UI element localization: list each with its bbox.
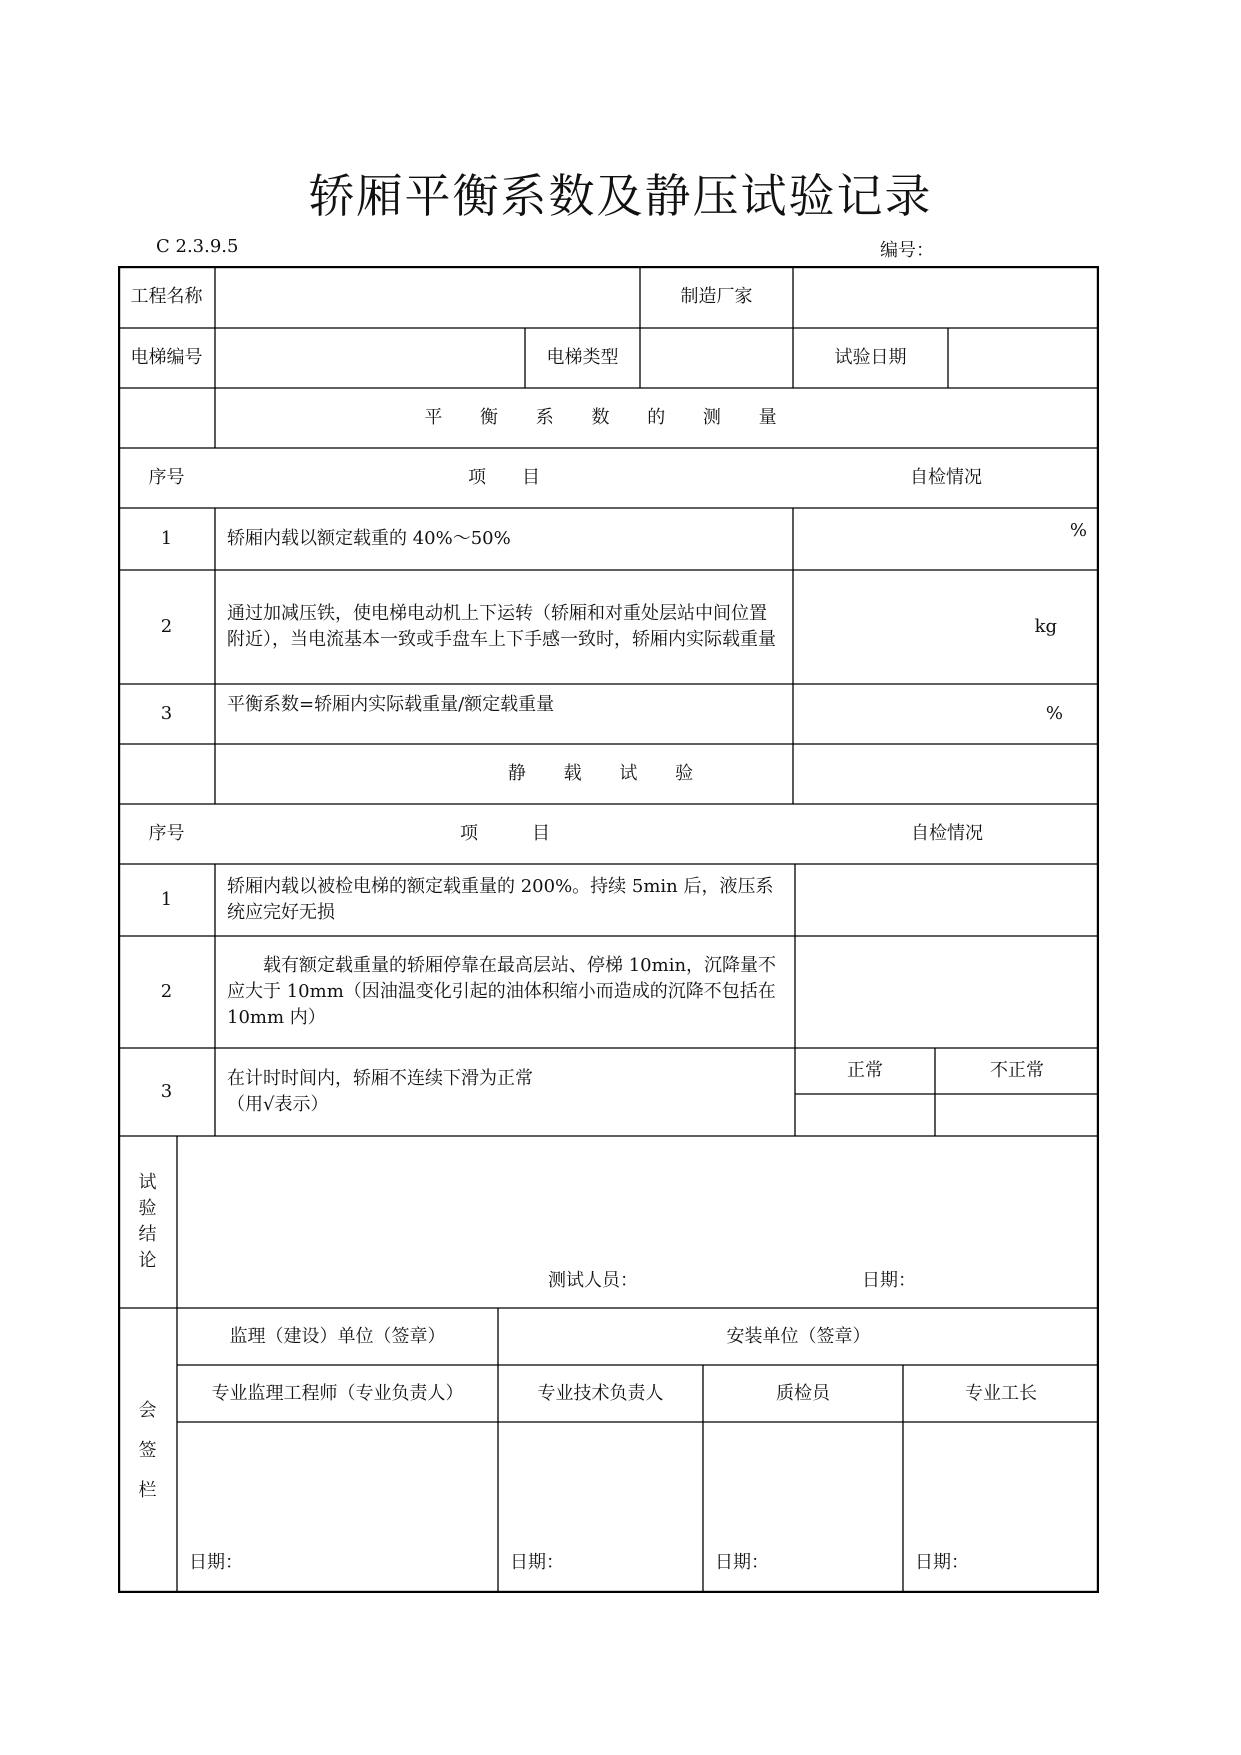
balance-row-text: 轿厢内载以额定载重的 40%～50% bbox=[227, 528, 511, 549]
signoff-label bbox=[118, 1308, 177, 1593]
static-row-check[interactable] bbox=[795, 864, 1099, 936]
signoff-label-char: 签 bbox=[138, 1439, 157, 1461]
signoff-date-label: 日期： bbox=[189, 1552, 243, 1573]
static-row-check[interactable] bbox=[795, 936, 1099, 1048]
test-date-field[interactable] bbox=[948, 328, 1099, 388]
normal-checkbox[interactable] bbox=[795, 1094, 935, 1136]
balance-col-check: 自检情况 bbox=[910, 467, 982, 488]
balance-col-seq: 序号 bbox=[148, 467, 185, 488]
balance-col-item: 项 目 bbox=[468, 467, 540, 488]
balance-row-seq: 2 bbox=[160, 616, 173, 637]
unit-label: % bbox=[1069, 520, 1087, 541]
elevator-type-field[interactable] bbox=[640, 328, 793, 388]
serial-number-label[interactable]: 编号： bbox=[880, 240, 934, 261]
record-table bbox=[118, 266, 1099, 1593]
supervisor-unit-label: 监理（建设）单位（签章） bbox=[229, 1325, 446, 1347]
form-code: C 2.3.9.5 bbox=[156, 236, 239, 257]
static-row-text: 轿厢内载以被检电梯的额定载重量的 200%。持续 5min 后，液压系统应完好无损 bbox=[227, 876, 774, 923]
signoff-date-label: 日期： bbox=[915, 1552, 969, 1573]
static-section-title: 静 载 试 验 bbox=[507, 763, 710, 784]
signoff-date-label: 日期： bbox=[715, 1552, 769, 1573]
balance-row-seq: 3 bbox=[160, 703, 173, 724]
unit-label: kg bbox=[1034, 616, 1057, 637]
conclusion-label bbox=[118, 1136, 177, 1308]
balance-row-check[interactable] bbox=[793, 508, 1099, 570]
elevator-type-label: 电梯类型 bbox=[546, 347, 619, 368]
balance-row-check[interactable] bbox=[793, 684, 1099, 744]
balance-row-seq: 1 bbox=[160, 528, 173, 549]
install-unit-label: 安装单位（签章） bbox=[726, 1325, 871, 1347]
page-title: 轿厢平衡系数及静压试验记录 bbox=[308, 169, 933, 223]
conclusion-date-label: 日期： bbox=[862, 1270, 916, 1291]
manufacturer-label: 制造厂家 bbox=[680, 286, 753, 307]
signoff-label-char: 会 bbox=[138, 1399, 157, 1421]
conclusion-label-char: 试 bbox=[138, 1172, 157, 1193]
project-name-label: 工程名称 bbox=[130, 286, 203, 307]
static-row-seq: 3 bbox=[160, 1081, 173, 1102]
unit-label: % bbox=[1045, 703, 1063, 724]
conclusion-label-char: 验 bbox=[138, 1198, 157, 1219]
elevator-no-field[interactable] bbox=[215, 328, 525, 388]
balance-row-text: 平衡系数=轿厢内实际载重量/额定载重量 bbox=[227, 694, 555, 715]
conclusion-label-char: 结 bbox=[138, 1224, 157, 1245]
manufacturer-field[interactable] bbox=[793, 266, 1099, 328]
supervisor-engineer-label: 专业监理工程师（专业负责人） bbox=[211, 1382, 464, 1404]
static-row-seq: 2 bbox=[160, 981, 173, 1002]
static-row-seq: 1 bbox=[160, 889, 173, 910]
static-row-text-line: （用√表示） bbox=[227, 1094, 329, 1115]
static-col-item: 项 目 bbox=[460, 823, 550, 844]
conclusion-label-char: 论 bbox=[138, 1250, 157, 1271]
balance-row-text: 通过加减压铁，使电梯电动机上下运转（轿厢和对重处层站中间位置附近），当电流基本一致或手盘车上下手感一致时，轿厢内实际载重量 bbox=[227, 603, 776, 650]
static-row-text bbox=[215, 1048, 795, 1136]
static-row-text: 载有额定载重量的轿厢停靠在最高层站、停梯 10min，沉降量不应大于 10mm（因油温变化引起的油体积缩小而造成的沉降不包括在 10mm 内） bbox=[227, 955, 777, 1028]
elevator-no-label: 电梯编号 bbox=[130, 347, 203, 368]
project-name-field[interactable] bbox=[215, 266, 640, 328]
balance-row-check[interactable] bbox=[793, 570, 1099, 684]
tech-lead-label: 专业技术负责人 bbox=[537, 1382, 664, 1404]
normal-label: 正常 bbox=[847, 1060, 883, 1081]
static-row-text-line: 在计时时间内，轿厢不连续下滑为正常 bbox=[227, 1068, 533, 1089]
static-col-seq: 序号 bbox=[148, 823, 185, 844]
inspector-label: 质检员 bbox=[776, 1382, 830, 1404]
signoff-date-label: 日期： bbox=[510, 1552, 564, 1573]
tester-label: 测试人员： bbox=[548, 1270, 638, 1291]
test-date-label: 试验日期 bbox=[834, 347, 907, 368]
foreman-label: 专业工长 bbox=[965, 1382, 1037, 1404]
signoff-label-char: 栏 bbox=[138, 1479, 157, 1501]
balance-section-title: 平 衡 系 数 的 测 量 bbox=[424, 407, 793, 428]
abnormal-checkbox[interactable] bbox=[935, 1094, 1099, 1136]
static-col-check: 自检情况 bbox=[911, 823, 983, 844]
abnormal-label: 不正常 bbox=[990, 1060, 1044, 1081]
